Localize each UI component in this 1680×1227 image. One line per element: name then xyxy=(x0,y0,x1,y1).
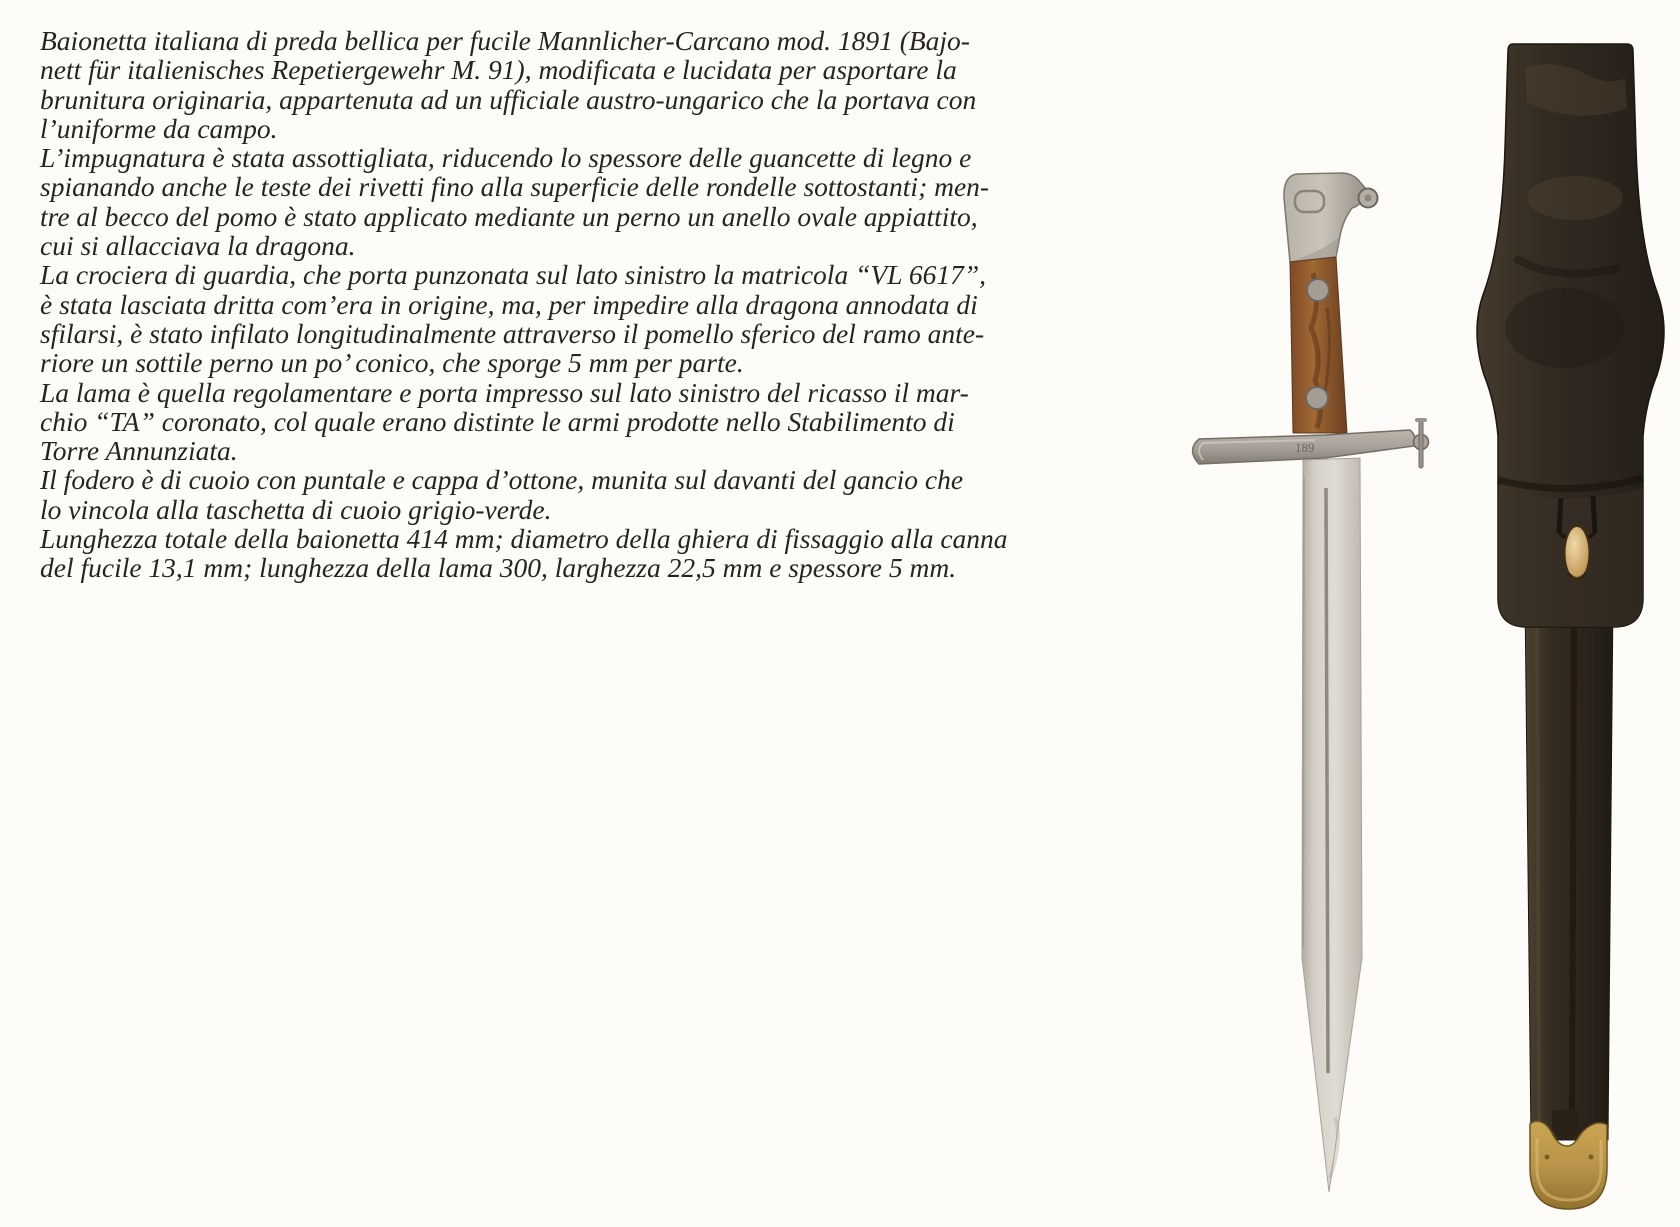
text-line: tre al becco del pomo è stato applicato mediante un perno un anello ovale appiattito, xyxy=(40,200,978,232)
scabbard-photo xyxy=(1455,28,1680,1218)
fuller-groove xyxy=(1326,488,1328,1073)
brass-stud xyxy=(1565,526,1590,580)
text-line: Il fodero è di cuoio con puntale e cappa d’ottone, munita sul davanti del gancio che xyxy=(40,464,964,496)
text-line: del fucile 13,1 mm; lunghezza della lama 300, larghezza 22,5 mm e spessore 5 mm. xyxy=(40,552,957,584)
bayonet-illustration xyxy=(1175,158,1435,1203)
chape xyxy=(1530,1110,1607,1209)
text-line: Torre Annunziata. xyxy=(40,435,238,467)
text-line: riore un sottile perno un po’ conico, che sporge 5 mm per parte. xyxy=(40,347,744,379)
scabbard-body xyxy=(1525,598,1613,1140)
dragona-pin xyxy=(1419,420,1423,468)
bayonet-photo xyxy=(1175,158,1435,1203)
text-line: nett für italienisches Repetiergewehr M. 91), modificata e lucidata per asportare la xyxy=(40,54,957,86)
text-line: La crociera di guardia, che porta punzonata sul lato sinistro la matricola “VL 6617”, xyxy=(40,259,987,291)
text-line: L’impugnatura è stata assottigliata, riducendo lo spessore delle guancette di legno e xyxy=(40,142,972,174)
description-text xyxy=(40,26,1160,583)
text-line: sfilarsi, è stato infilato longitudinalmente attraverso il pomello sferico del ramo ante- xyxy=(40,317,985,349)
text-line: l’uniforme da campo. xyxy=(40,112,278,144)
chape-rivet xyxy=(1545,1155,1550,1160)
seam-ridge xyxy=(1572,628,1574,1123)
crossguard-stamp: 189 xyxy=(1295,440,1315,455)
text-line: cui si allacciava la dragona. xyxy=(40,230,356,262)
scabbard-illustration xyxy=(1455,28,1680,1218)
text-line: Lunghezza totale della baionetta 414 mm; diametro della ghiera di fissaggio alla canna xyxy=(40,523,1008,555)
blade xyxy=(1302,458,1362,1192)
chape-rivet xyxy=(1589,1155,1594,1160)
rivet-lower xyxy=(1306,387,1328,409)
text-line: chio “TA” coronato, col quale erano distinte le armi prodotte nello Stabilimento di xyxy=(40,405,955,437)
text-line: La lama è quella regolamentare e porta impresso sul lato sinistro del ricasso il mar- xyxy=(40,376,969,408)
text-line: è stata lasciata dritta com’era in origine, ma, per impedire alla dragona annodata di xyxy=(40,288,978,320)
text-line: spianando anche le teste dei rivetti fino alla superficie delle rondelle sottostanti; men- xyxy=(40,171,990,203)
rivet-upper xyxy=(1307,279,1329,301)
grip xyxy=(1290,257,1347,433)
text-line: Baionetta italiana di preda bellica per fucile Mannlicher-Carcano mod. 1891 (Bajo- xyxy=(40,25,970,56)
text-line: brunitura originaria, appartenuta ad un ufficiale austro-ungarico che la portava con xyxy=(40,83,977,115)
text-line: lo vincola alla taschetta di cuoio grigio-verde. xyxy=(40,493,552,525)
pommel xyxy=(1284,173,1378,262)
